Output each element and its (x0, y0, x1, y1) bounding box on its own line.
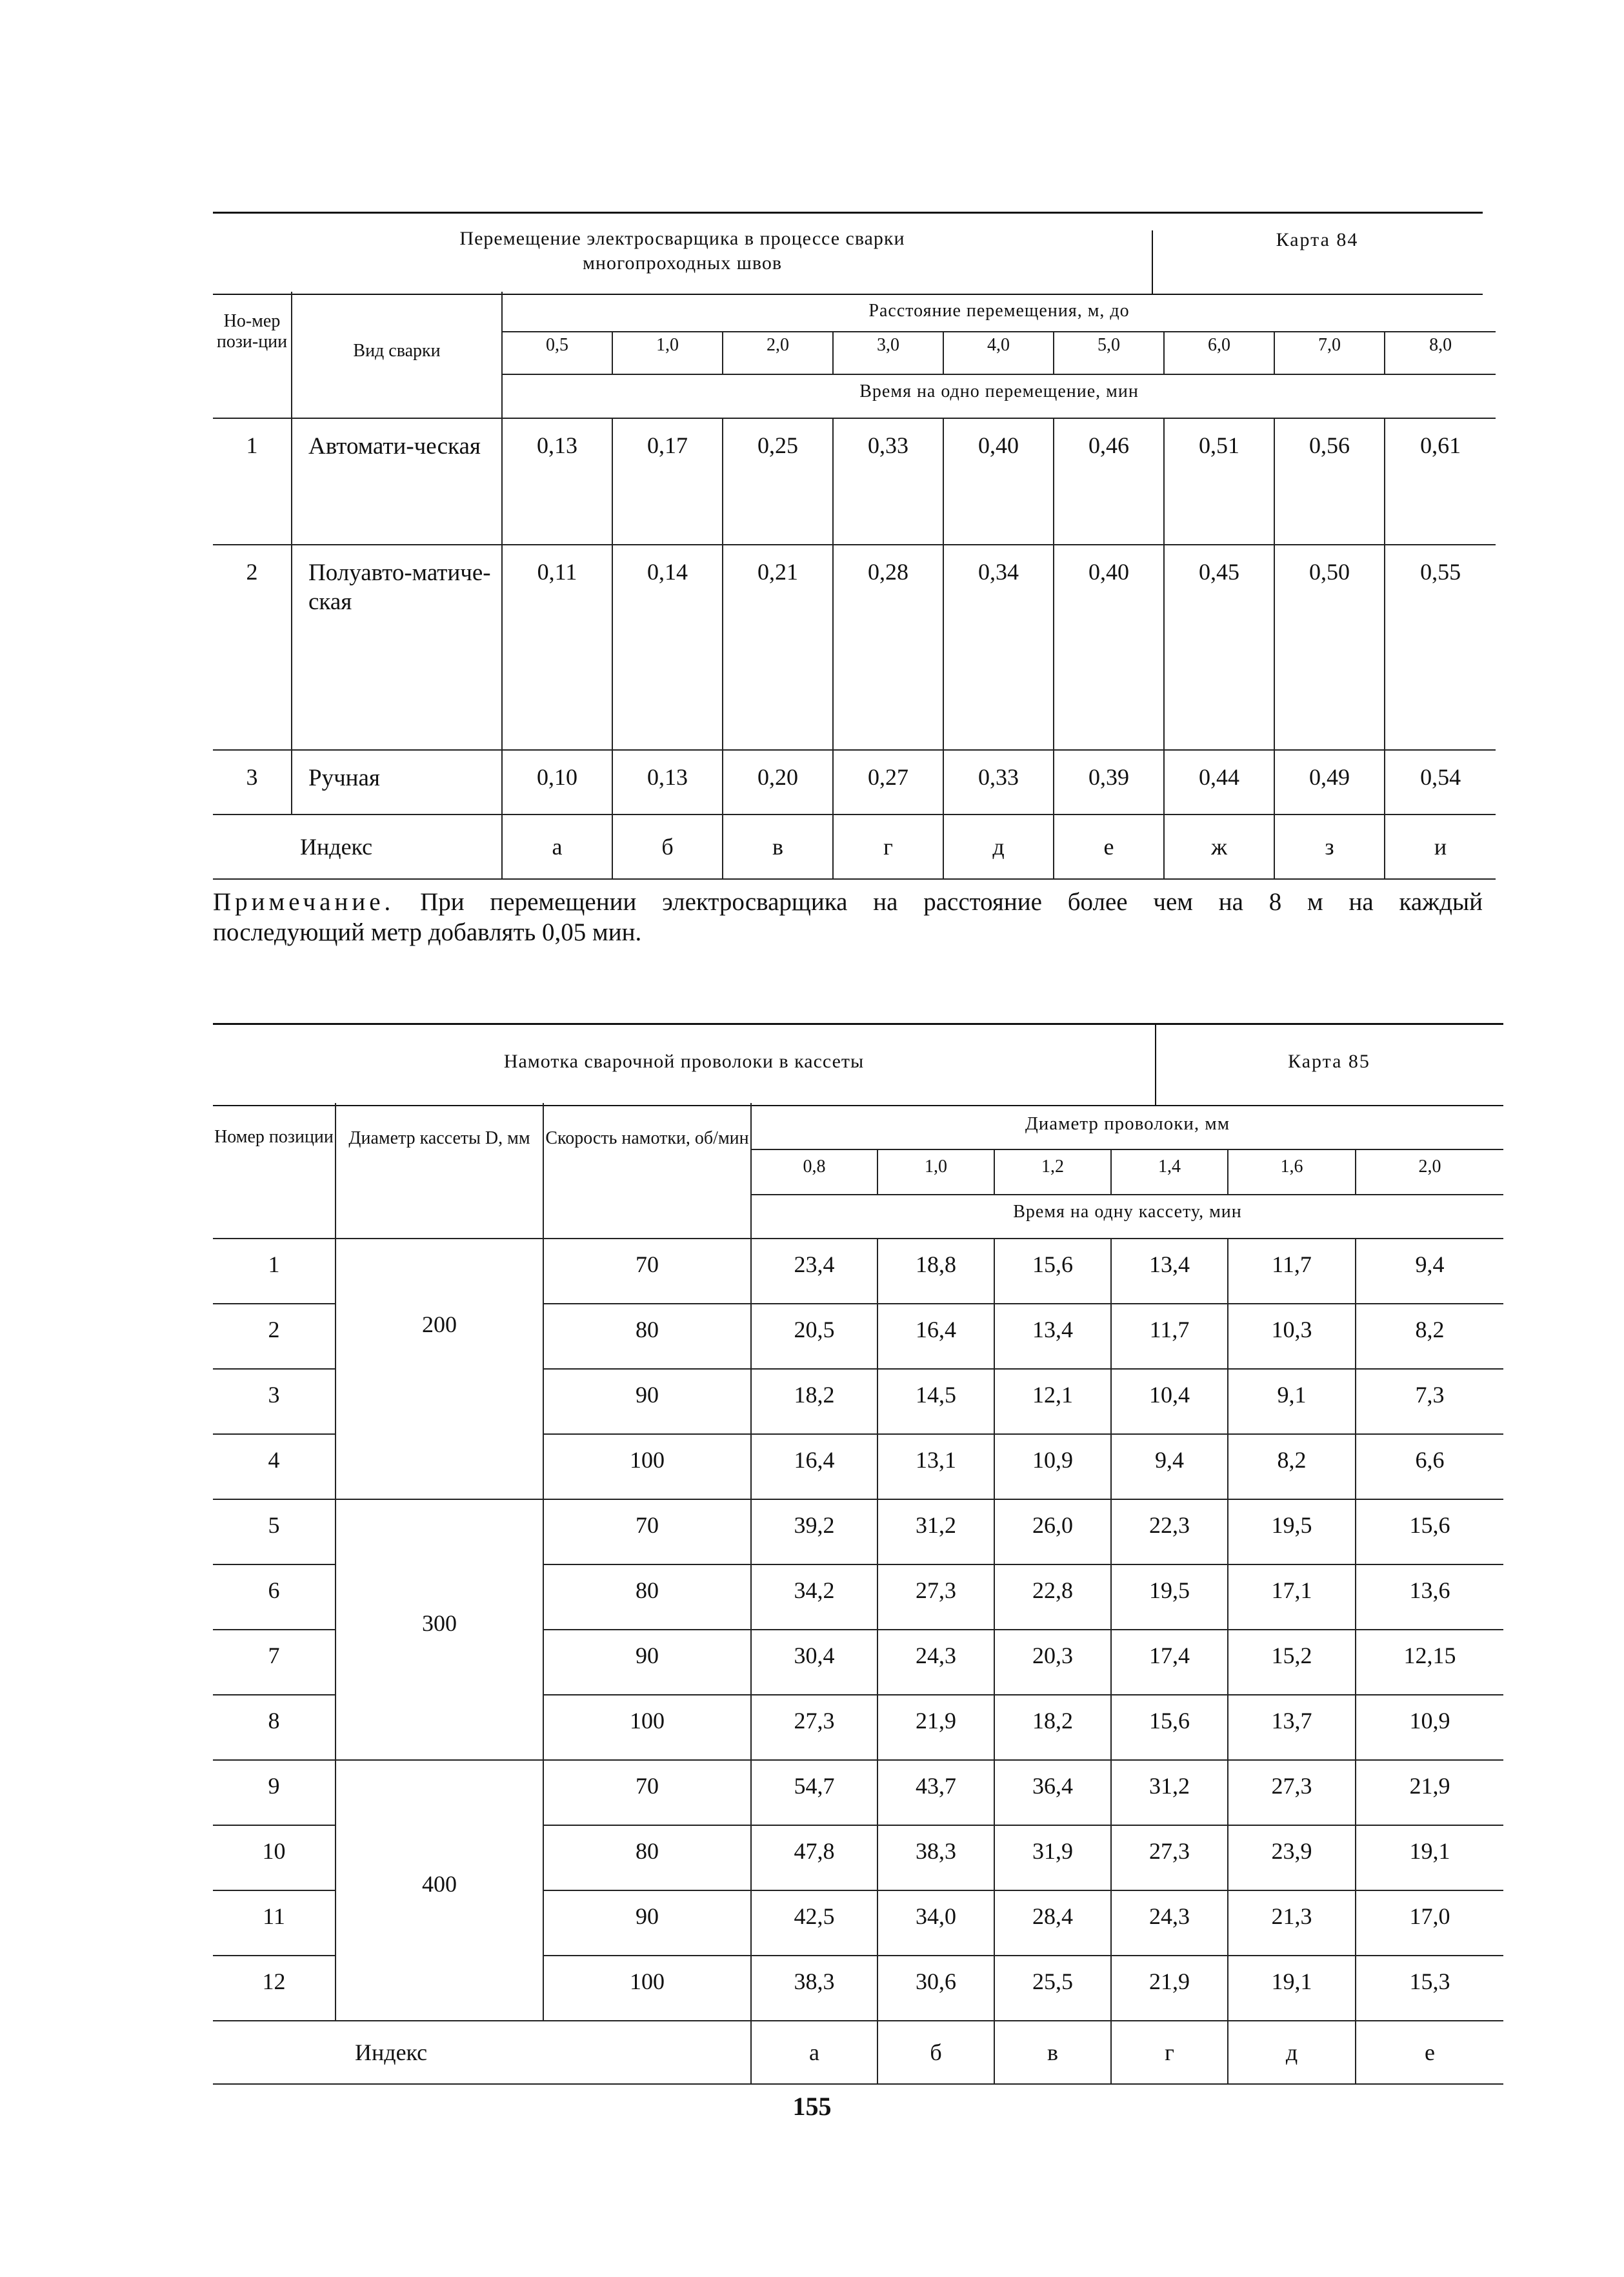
row-speed: 80 (543, 1825, 751, 1890)
cell: 11,7 (1228, 1239, 1356, 1304)
index-cell: г (1111, 2021, 1228, 2084)
table-row (213, 1760, 1503, 1825)
distance-8: 8,0 (1385, 332, 1496, 374)
cell: 19,1 (1356, 1825, 1503, 1890)
cell: 18,8 (877, 1239, 994, 1304)
row-speed: 90 (543, 1630, 751, 1695)
cell: 0,39 (1054, 750, 1164, 815)
row-welding-type: Ручная (292, 750, 502, 815)
cell: 10,9 (994, 1434, 1111, 1499)
cell: 8,2 (1356, 1304, 1503, 1369)
header-winding-speed: Скорость намотки, об/мин (543, 1103, 751, 1239)
wire-diameter-1: 1,0 (877, 1149, 994, 1195)
cell: 12,1 (994, 1369, 1111, 1434)
cell: 27,3 (877, 1564, 994, 1630)
cell: 0,49 (1274, 750, 1385, 815)
cell: 38,3 (751, 1956, 877, 2021)
cassette-diameter (336, 1499, 543, 1760)
index-cell: в (723, 815, 833, 879)
cell: 22,3 (1111, 1499, 1228, 1564)
cell: 0,33 (833, 418, 943, 545)
cell: 21,9 (1111, 1956, 1228, 2021)
table-row (213, 418, 1496, 545)
cassette-diameter (336, 1760, 543, 2021)
index-cell: д (943, 815, 1054, 879)
cell: 21,9 (877, 1695, 994, 1760)
row-position: 2 (213, 1304, 336, 1369)
cell: 10,4 (1111, 1369, 1228, 1434)
header-time: Время на одно перемещение, мин (502, 374, 1496, 418)
cell: 0,50 (1274, 545, 1385, 750)
cell: 38,3 (877, 1825, 994, 1890)
row-position: 11 (213, 1890, 336, 1956)
cell: 0,46 (1054, 418, 1164, 545)
row-speed: 80 (543, 1564, 751, 1630)
distance-2: 2,0 (723, 332, 833, 374)
wire-diameter-5: 2,0 (1356, 1149, 1503, 1195)
cell: 28,4 (994, 1890, 1111, 1956)
cell: 23,4 (751, 1239, 877, 1304)
wire-diameter-3: 1,4 (1111, 1149, 1228, 1195)
cell: 0,13 (502, 418, 612, 545)
row-position: 3 (213, 750, 292, 815)
cell: 27,3 (751, 1695, 877, 1760)
row-speed: 100 (543, 1956, 751, 2021)
cell: 0,28 (833, 545, 943, 750)
index-label: Индекс (213, 815, 502, 879)
index-cell: и (1385, 815, 1496, 879)
wire-diameter-4: 1,6 (1228, 1149, 1356, 1195)
cell: 0,27 (833, 750, 943, 815)
header-cassette-diameter: Диаметр кассеты D, мм (336, 1103, 543, 1239)
cell: 13,4 (1111, 1239, 1228, 1304)
cell: 36,4 (994, 1760, 1111, 1825)
cassette-diameter-value: 400 (422, 1871, 457, 1897)
row-position: 1 (213, 418, 292, 545)
cell: 0,54 (1385, 750, 1496, 815)
card84-header (213, 212, 1483, 295)
cell: 16,4 (751, 1434, 877, 1499)
index-cell: б (877, 2021, 994, 2084)
row-speed: 90 (543, 1369, 751, 1434)
note-label: Примечание. (213, 888, 395, 916)
card84-title-line1: Перемещение электросварщика в процессе сварки (459, 228, 905, 249)
index-label: Индекс (213, 2021, 751, 2084)
row-position: 3 (213, 1369, 336, 1434)
row-speed: 100 (543, 1434, 751, 1499)
cell: 0,40 (1054, 545, 1164, 750)
cell: 17,0 (1356, 1890, 1503, 1956)
cell: 27,3 (1228, 1760, 1356, 1825)
table-row (213, 1499, 1503, 1564)
card84-title (213, 227, 1152, 276)
index-cell: г (833, 815, 943, 879)
cell: 24,3 (877, 1630, 994, 1695)
cassette-diameter-value: 200 (422, 1311, 457, 1337)
header-welding-type: Вид сварки (292, 292, 502, 418)
table-row (213, 1239, 1503, 1304)
cell: 19,5 (1111, 1564, 1228, 1630)
row-speed: 80 (543, 1304, 751, 1369)
cell: 31,2 (1111, 1760, 1228, 1825)
index-cell: д (1228, 2021, 1356, 2084)
cell: 0,21 (723, 545, 833, 750)
card84-title-line2: многопроходных швов (582, 252, 783, 274)
row-speed: 90 (543, 1890, 751, 1956)
page-number: 155 (792, 2092, 832, 2121)
cell: 12,15 (1356, 1630, 1503, 1695)
cell: 31,2 (877, 1499, 994, 1564)
index-cell: е (1054, 815, 1164, 879)
note-line1: При перемещении электросварщика на расстояние более чем на 8 м на каждый (420, 888, 1483, 916)
row-position: 9 (213, 1760, 336, 1825)
cell: 0,61 (1385, 418, 1496, 545)
header-position: Номер позиции (213, 1103, 336, 1239)
header-time: Время на одну кассету, мин (751, 1195, 1503, 1239)
cell: 27,3 (1111, 1825, 1228, 1890)
cell: 18,2 (751, 1369, 877, 1434)
row-speed: 70 (543, 1239, 751, 1304)
cell: 21,3 (1228, 1890, 1356, 1956)
distance-0: 0,5 (502, 332, 612, 374)
cell: 11,7 (1111, 1304, 1228, 1369)
card85-title: Намотка сварочной проволоки в кассеты (503, 1051, 865, 1072)
cell: 15,6 (994, 1239, 1111, 1304)
cell: 13,4 (994, 1304, 1111, 1369)
cell: 25,5 (994, 1956, 1111, 2021)
note-line2: последующий метр добавлять 0,05 мин. (213, 918, 642, 946)
cassette-diameter (336, 1239, 543, 1499)
cell: 0,11 (502, 545, 612, 750)
distance-3: 3,0 (833, 332, 943, 374)
cell: 30,4 (751, 1630, 877, 1695)
cell: 9,4 (1111, 1434, 1228, 1499)
row-position: 2 (213, 545, 292, 750)
cell: 0,25 (723, 418, 833, 545)
wire-diameter-2: 1,2 (994, 1149, 1111, 1195)
row-position: 10 (213, 1825, 336, 1890)
index-row (213, 2021, 1503, 2084)
distance-7: 7,0 (1274, 332, 1385, 374)
cell: 17,1 (1228, 1564, 1356, 1630)
row-position: 1 (213, 1239, 336, 1304)
cell: 20,3 (994, 1630, 1111, 1695)
cell: 13,7 (1228, 1695, 1356, 1760)
cell: 42,5 (751, 1890, 877, 1956)
cell: 17,4 (1111, 1630, 1228, 1695)
cell: 23,9 (1228, 1825, 1356, 1890)
row-welding-type: Автомати-ческая (292, 418, 502, 545)
cell: 43,7 (877, 1760, 994, 1825)
card85-table (213, 1103, 1503, 2085)
cell: 0,20 (723, 750, 833, 815)
card85-header (213, 1023, 1503, 1106)
cell: 16,4 (877, 1304, 994, 1369)
row-position: 5 (213, 1499, 336, 1564)
cell: 0,51 (1164, 418, 1274, 545)
cell: 0,34 (943, 545, 1054, 750)
distance-1: 1,0 (612, 332, 723, 374)
cell: 8,2 (1228, 1434, 1356, 1499)
row-position: 8 (213, 1695, 336, 1760)
index-cell: б (612, 815, 723, 879)
header-position: Но-мер пози-ции (213, 292, 292, 418)
cell: 54,7 (751, 1760, 877, 1825)
note (213, 887, 1483, 917)
row-speed: 100 (543, 1695, 751, 1760)
distance-5: 5,0 (1054, 332, 1164, 374)
header-wire-diameter: Диаметр проволоки, мм (751, 1103, 1503, 1149)
cell: 31,9 (994, 1825, 1111, 1890)
cell: 15,6 (1356, 1499, 1503, 1564)
cell: 47,8 (751, 1825, 877, 1890)
cell: 0,40 (943, 418, 1054, 545)
row-speed: 70 (543, 1499, 751, 1564)
cell: 7,3 (1356, 1369, 1503, 1434)
row-welding-type: Полуавто-матиче-ская (292, 545, 502, 750)
cell: 26,0 (994, 1499, 1111, 1564)
row-position: 4 (213, 1434, 336, 1499)
index-cell: з (1274, 815, 1385, 879)
index-row (213, 815, 1496, 879)
cell: 9,1 (1228, 1369, 1356, 1434)
cell: 20,5 (751, 1304, 877, 1369)
index-cell: е (1356, 2021, 1503, 2084)
cell: 0,14 (612, 545, 723, 750)
index-cell: а (751, 2021, 877, 2084)
distance-4: 4,0 (943, 332, 1054, 374)
cell: 0,45 (1164, 545, 1274, 750)
row-position: 12 (213, 1956, 336, 2021)
header-distance: Расстояние перемещения, м, до (502, 292, 1496, 332)
table-row (213, 750, 1496, 815)
row-position: 6 (213, 1564, 336, 1630)
card84-label: Карта 84 (1276, 229, 1359, 250)
distance-6: 6,0 (1164, 332, 1274, 374)
cell: 9,4 (1356, 1239, 1503, 1304)
cell: 0,10 (502, 750, 612, 815)
cell: 15,2 (1228, 1630, 1356, 1695)
index-cell: а (502, 815, 612, 879)
cell: 10,3 (1228, 1304, 1356, 1369)
cell: 13,6 (1356, 1564, 1503, 1630)
row-speed: 70 (543, 1760, 751, 1825)
cell: 13,1 (877, 1434, 994, 1499)
index-cell: в (994, 2021, 1111, 2084)
index-cell: ж (1164, 815, 1274, 879)
cell: 39,2 (751, 1499, 877, 1564)
cell: 15,6 (1111, 1695, 1228, 1760)
cell: 0,13 (612, 750, 723, 815)
cell: 19,5 (1228, 1499, 1356, 1564)
wire-diameter-0: 0,8 (751, 1149, 877, 1195)
card85-label: Карта 85 (1288, 1051, 1370, 1072)
cell: 30,6 (877, 1956, 994, 2021)
card84-table (213, 292, 1496, 880)
cell: 0,44 (1164, 750, 1274, 815)
cell: 6,6 (1356, 1434, 1503, 1499)
cell: 34,2 (751, 1564, 877, 1630)
cell: 0,33 (943, 750, 1054, 815)
cell: 0,56 (1274, 418, 1385, 545)
cell: 0,17 (612, 418, 723, 545)
cell: 10,9 (1356, 1695, 1503, 1760)
cell: 15,3 (1356, 1956, 1503, 2021)
cell: 18,2 (994, 1695, 1111, 1760)
row-position: 7 (213, 1630, 336, 1695)
table-row (213, 545, 1496, 750)
cell: 0,55 (1385, 545, 1496, 750)
cell: 14,5 (877, 1369, 994, 1434)
cassette-diameter-value: 300 (422, 1610, 457, 1636)
cell: 24,3 (1111, 1890, 1228, 1956)
cell: 19,1 (1228, 1956, 1356, 2021)
cell: 21,9 (1356, 1760, 1503, 1825)
cell: 34,0 (877, 1890, 994, 1956)
cell: 22,8 (994, 1564, 1111, 1630)
